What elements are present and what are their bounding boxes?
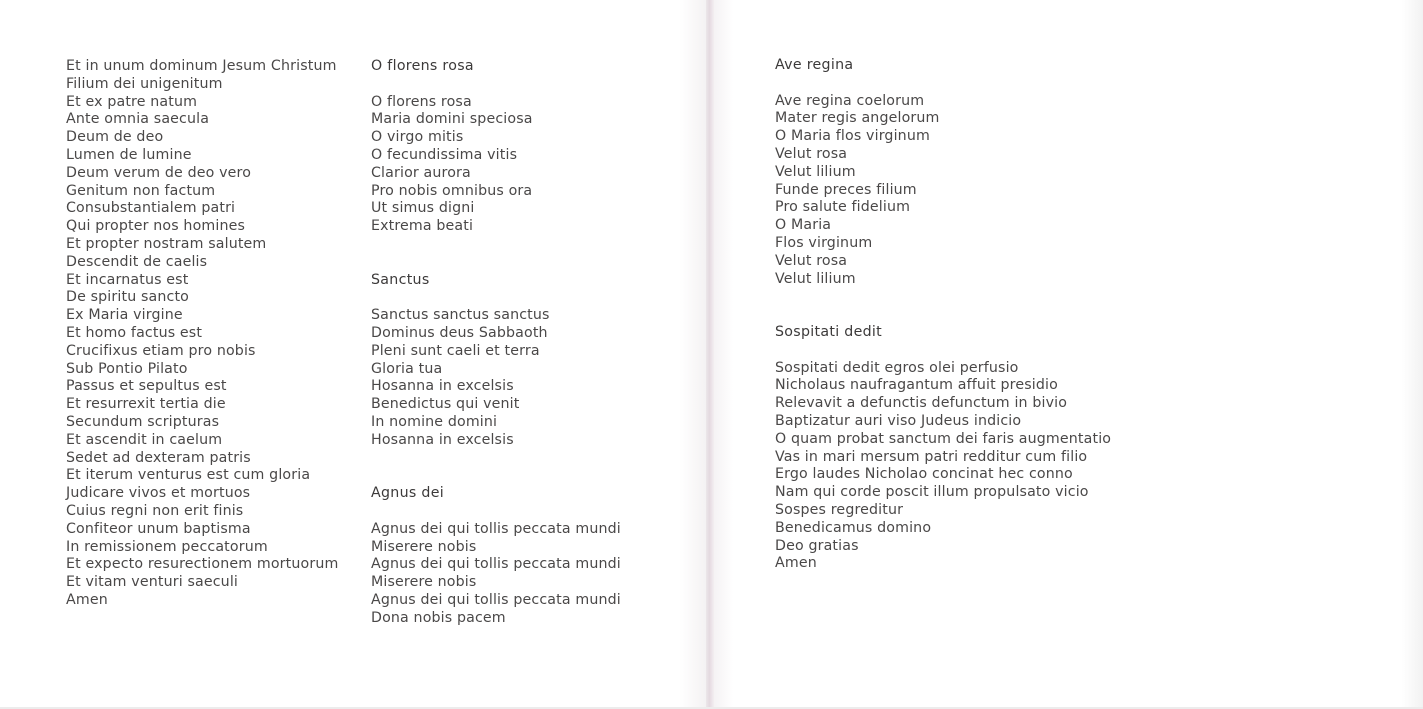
credo-line: Et propter nostram salutem — [66, 235, 267, 252]
florens-line: Clarior aurora — [371, 164, 471, 181]
sanctus-line: Gloria tua — [371, 360, 443, 377]
sospitati-line: O quam probat sanctum dei faris augmentatio — [775, 430, 1112, 447]
credo-line: Et ascendit in caelum — [66, 431, 223, 448]
florens-line: O fecundissima vitis — [371, 146, 518, 163]
credo-line: Filium dei unigenitum — [66, 75, 223, 92]
spacer — [371, 236, 621, 272]
florens-line: Ut simus digni — [371, 200, 475, 217]
credo-line: Judicare vivos et mortuos — [66, 485, 251, 502]
credo-line: Genitum non factum — [66, 182, 216, 199]
credo-line: Crucifixus etiam pro nobis — [66, 342, 256, 359]
sanctus-title: Sanctus — [371, 271, 430, 288]
florens-line: Maria domini speciosa — [371, 111, 533, 128]
credo-line: Qui propter nos homines — [66, 218, 246, 235]
credo-line: Deum verum de deo vero — [66, 164, 252, 181]
credo-line: Et resurrexit tertia die — [66, 396, 226, 413]
agnus-line: Agnus dei qui tollis peccata mundi — [371, 591, 621, 608]
sospitati-line: Sospitati dedit egros olei perfusio — [775, 359, 1019, 376]
ave-title: Ave regina — [775, 57, 854, 73]
sospitati-line: Relevavit a defunctis defunctum in bivio — [775, 395, 1068, 412]
agnus-title: Agnus dei — [371, 485, 444, 502]
sospitati-line: Sospes regreditur — [775, 501, 904, 518]
credo-line: Ex Maria virgine — [66, 307, 183, 324]
ordinary-column — [371, 58, 621, 628]
credo-line: Et vitam venturi saeculi — [66, 574, 239, 591]
ave-line: O Maria flos virginum — [775, 128, 930, 145]
credo-line: Confiteor unum baptisma — [66, 520, 251, 537]
agnus-line: Miserere nobis — [371, 538, 477, 555]
credo-line: In remissionem peccatorum — [66, 538, 268, 555]
sospitati-line: Ergo laudes Nicholao concinat hec conno — [775, 466, 1073, 483]
credo-line: Et homo factus est — [66, 324, 203, 341]
ave-line: Flos virginum — [775, 234, 873, 251]
credo-line: Descendit de caelis — [66, 253, 208, 270]
florens-line: Pro nobis omnibus ora — [371, 182, 533, 199]
florens-line: O florens rosa — [371, 93, 472, 110]
credo-line: Et iterum venturus est cum gloria — [66, 467, 311, 484]
sospitati-line: Benedicamus domino — [775, 519, 932, 536]
spacer — [371, 289, 621, 307]
sospitati-line: Vas in mari mersum patri redditur cum filio — [775, 448, 1088, 465]
florens-line: O virgo mitis — [371, 129, 464, 146]
booklet-gutter — [706, 0, 714, 709]
ave-line: Velut rosa — [775, 252, 848, 269]
marian-column — [775, 57, 1111, 573]
agnus-line: Agnus dei qui tollis peccata mundi — [371, 520, 621, 537]
ave-line: Pro salute fidelium — [775, 199, 911, 216]
florens-line: Extrema beati — [371, 218, 474, 235]
sospitati-line: Nicholaus naufragantum affuit presidio — [775, 377, 1058, 394]
sanctus-line: Pleni sunt caeli et terra — [371, 342, 540, 359]
sospitati-line: Nam qui corde poscit illum propulsato vicio — [775, 484, 1089, 501]
credo-line: Et in unum dominum Jesum Christum — [66, 58, 337, 74]
florens-title: O florens rosa — [371, 58, 474, 74]
spacer — [371, 450, 621, 486]
sanctus-line: Benedictus qui venit — [371, 396, 520, 413]
credo-line: Et ex patre natum — [66, 93, 198, 110]
agnus-line: Agnus dei qui tollis peccata mundi — [371, 556, 621, 573]
credo-line: Secundum scripturas — [66, 413, 220, 430]
ave-line: Velut rosa — [775, 145, 848, 162]
sospitati-title: Sospitati dedit — [775, 323, 883, 340]
spacer — [371, 503, 621, 521]
ave-line: Ave regina coelorum — [775, 92, 925, 109]
credo-line: Ante omnia saecula — [66, 111, 210, 128]
sanctus-line: Hosanna in excelsis — [371, 431, 514, 448]
sanctus-line: Sanctus sanctus sanctus — [371, 307, 550, 324]
spacer — [775, 288, 1111, 324]
credo-line: Et expecto resurectionem mortuorum — [66, 556, 339, 573]
ave-line: O Maria — [775, 217, 832, 234]
credo-line: Deum de deo — [66, 129, 164, 146]
sanctus-line: Dominus deus Sabbaoth — [371, 324, 548, 341]
sanctus-line: In nomine domini — [371, 413, 498, 430]
ave-line: Mater regis angelorum — [775, 110, 940, 127]
credo-line: Consubstantialem patri — [66, 200, 236, 217]
sospitati-line: Baptizatur auri viso Judeus indicio — [775, 412, 1022, 429]
credo-line: Passus et sepultus est — [66, 378, 227, 395]
spacer — [775, 342, 1111, 360]
credo-line: De spiritu sancto — [66, 289, 190, 306]
credo-column — [66, 58, 338, 610]
ave-line: Velut lilium — [775, 270, 856, 287]
agnus-line: Dona nobis pacem — [371, 609, 506, 626]
credo-line: Amen — [66, 591, 108, 608]
credo-line: Sedet ad dexteram patris — [66, 449, 251, 466]
ave-line: Velut lilium — [775, 163, 856, 180]
credo-line: Lumen de lumine — [66, 146, 192, 163]
spacer — [775, 75, 1111, 93]
ave-line: Funde preces filium — [775, 181, 917, 198]
credo-line: Cuius regni non erit finis — [66, 502, 244, 519]
sospitati-line: Amen — [775, 555, 817, 572]
agnus-line: Miserere nobis — [371, 574, 477, 591]
credo-line: Sub Pontio Pilato — [66, 360, 188, 377]
sospitati-line: Deo gratias — [775, 537, 859, 554]
credo-line: Et incarnatus est — [66, 271, 189, 288]
sanctus-line: Hosanna in excelsis — [371, 378, 514, 395]
spacer — [371, 76, 621, 94]
